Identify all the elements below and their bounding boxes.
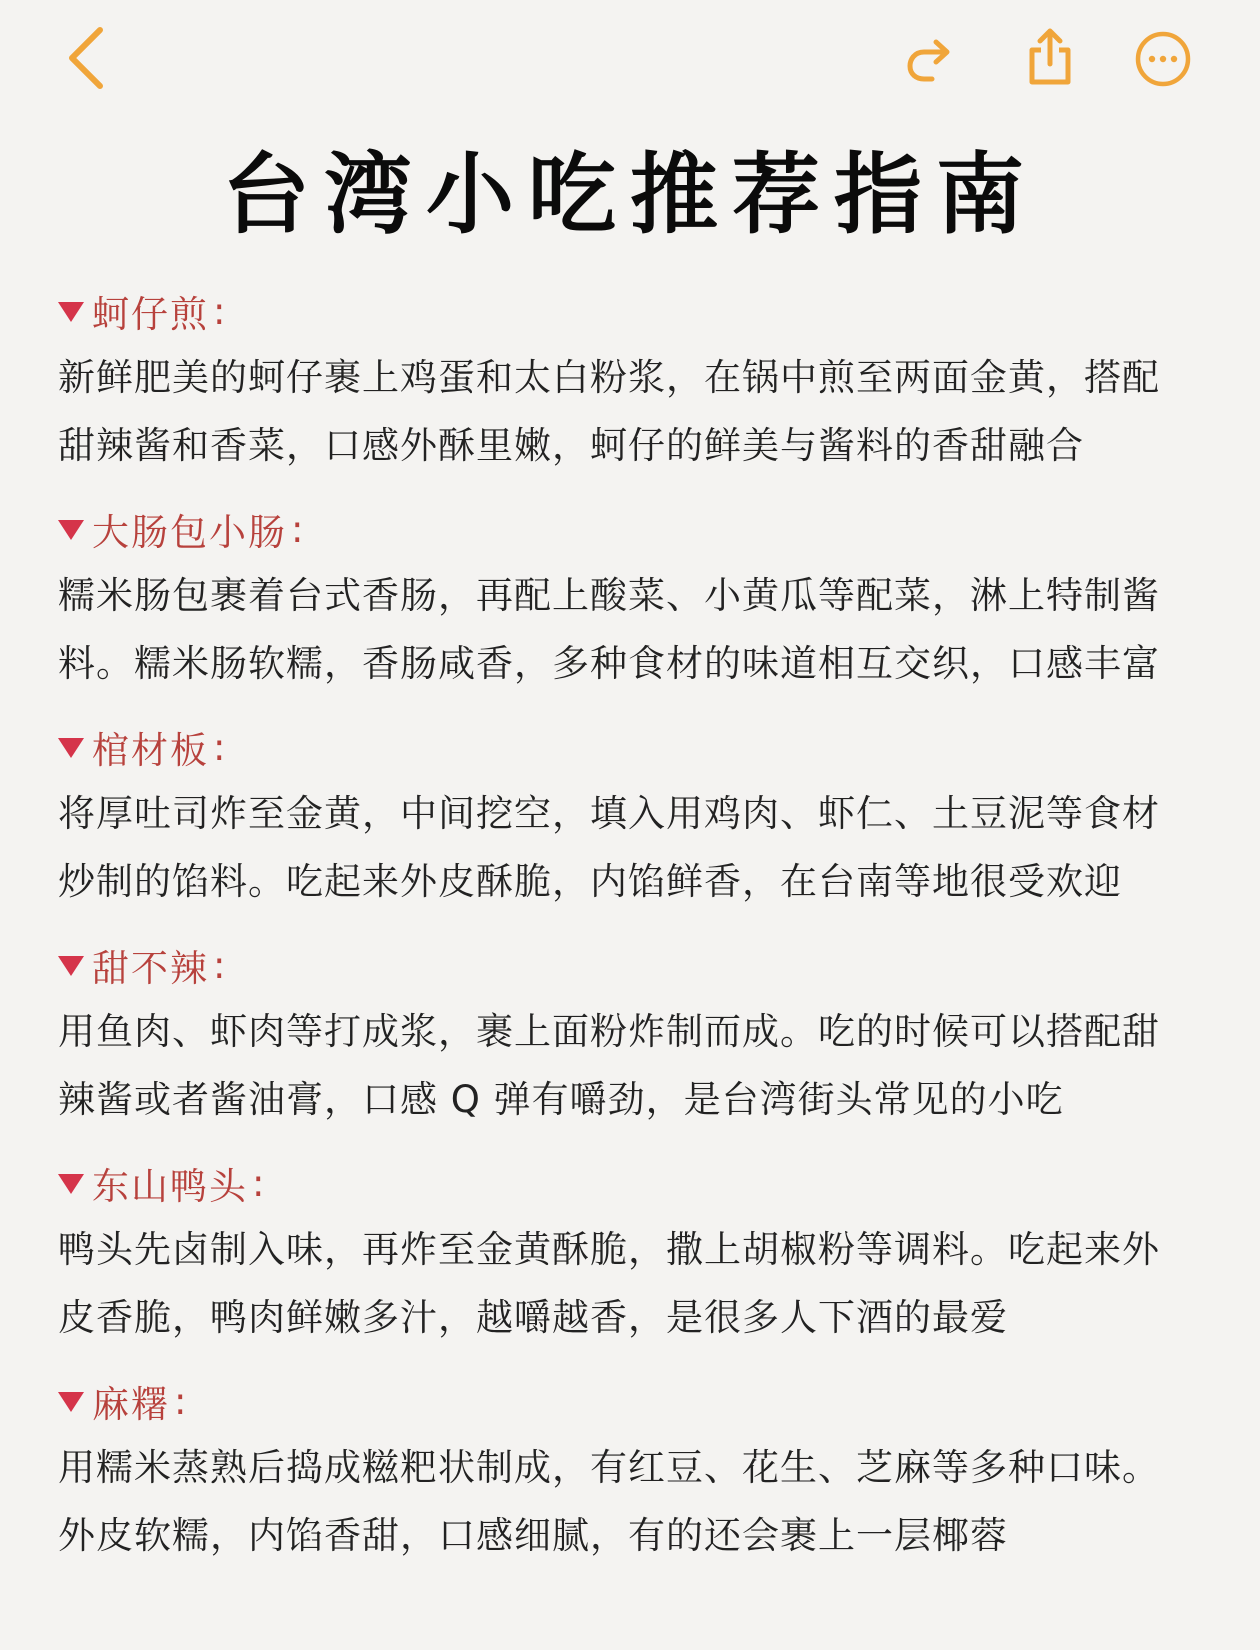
section-title: 东山鸭头 bbox=[92, 1165, 248, 1208]
more-icon[interactable] bbox=[1134, 30, 1192, 88]
section-description: 用鱼肉、虾肉等打成浆，裹上面粉炸制而成。吃的时候可以搭配甜辣酱或者酱油膏，口感 Q 弹有嚼劲，是台湾街头常见的小吃 bbox=[58, 1010, 1160, 1121]
snack-section bbox=[58, 1372, 1208, 1570]
triangle-bullet-icon bbox=[58, 1174, 84, 1194]
triangle-bullet-icon bbox=[58, 738, 84, 758]
section-title: 麻糬 bbox=[92, 1383, 170, 1426]
share-icon[interactable] bbox=[1022, 26, 1078, 88]
section-description: 将厚吐司炸至金黄，中间挖空，填入用鸡肉、虾仁、土豆泥等食材炒制的馅料。吃起来外皮酥脆，内馅鲜香，在台南等地很受欢迎 bbox=[58, 792, 1160, 903]
snack-section bbox=[58, 282, 1208, 480]
section-description: 糯米肠包裹着台式香肠，再配上酸菜、小黄瓜等配菜，淋上特制酱料。糯米肠软糯，香肠咸香，多种食材的味道相互交织，口感丰富 bbox=[58, 574, 1160, 685]
section-header bbox=[58, 282, 1208, 340]
snack-section bbox=[58, 500, 1208, 698]
section-colon: : bbox=[213, 289, 226, 333]
section-description: 用糯米蒸熟后捣成糍粑状制成，有红豆、花生、芝麻等多种口味。外皮软糯，内馅香甜，口感细腻，有的还会裹上一层椰蓉 bbox=[58, 1446, 1160, 1557]
section-description: 新鲜肥美的蚵仔裹上鸡蛋和太白粉浆，在锅中煎至两面金黄，搭配甜辣酱和香菜，口感外酥里嫩，蚵仔的鲜美与酱料的香甜融合 bbox=[58, 356, 1160, 467]
section-colon: : bbox=[213, 725, 226, 769]
redo-icon[interactable] bbox=[902, 30, 958, 86]
section-header bbox=[58, 936, 1208, 994]
snack-list bbox=[58, 282, 1208, 1570]
page-title: 台湾小吃推荐指南 bbox=[221, 143, 1038, 246]
triangle-bullet-icon bbox=[58, 956, 84, 976]
top-toolbar bbox=[0, 0, 1260, 120]
section-title: 蚵仔煎 bbox=[92, 293, 209, 336]
triangle-bullet-icon bbox=[58, 302, 84, 322]
section-title: 大肠包小肠 bbox=[92, 511, 287, 554]
section-colon: : bbox=[213, 943, 226, 987]
section-header bbox=[58, 500, 1208, 558]
triangle-bullet-icon bbox=[58, 520, 84, 540]
section-header bbox=[58, 718, 1208, 776]
section-description: 鸭头先卤制入味，再炸至金黄酥脆，撒上胡椒粉等调料。吃起来外皮香脆，鸭肉鲜嫩多汁，越嚼越香，是很多人下酒的最爱 bbox=[58, 1228, 1160, 1339]
snack-section bbox=[58, 936, 1208, 1134]
section-title: 甜不辣 bbox=[92, 947, 209, 990]
snack-section bbox=[58, 1154, 1208, 1352]
triangle-bullet-icon bbox=[58, 1392, 84, 1412]
section-header bbox=[58, 1372, 1208, 1430]
section-colon: : bbox=[174, 1379, 187, 1423]
chevron-left-icon[interactable] bbox=[62, 24, 112, 92]
section-colon: : bbox=[252, 1161, 265, 1205]
snack-section bbox=[58, 718, 1208, 916]
section-header bbox=[58, 1154, 1208, 1212]
section-title: 棺材板 bbox=[92, 729, 209, 772]
section-colon: : bbox=[291, 507, 304, 551]
